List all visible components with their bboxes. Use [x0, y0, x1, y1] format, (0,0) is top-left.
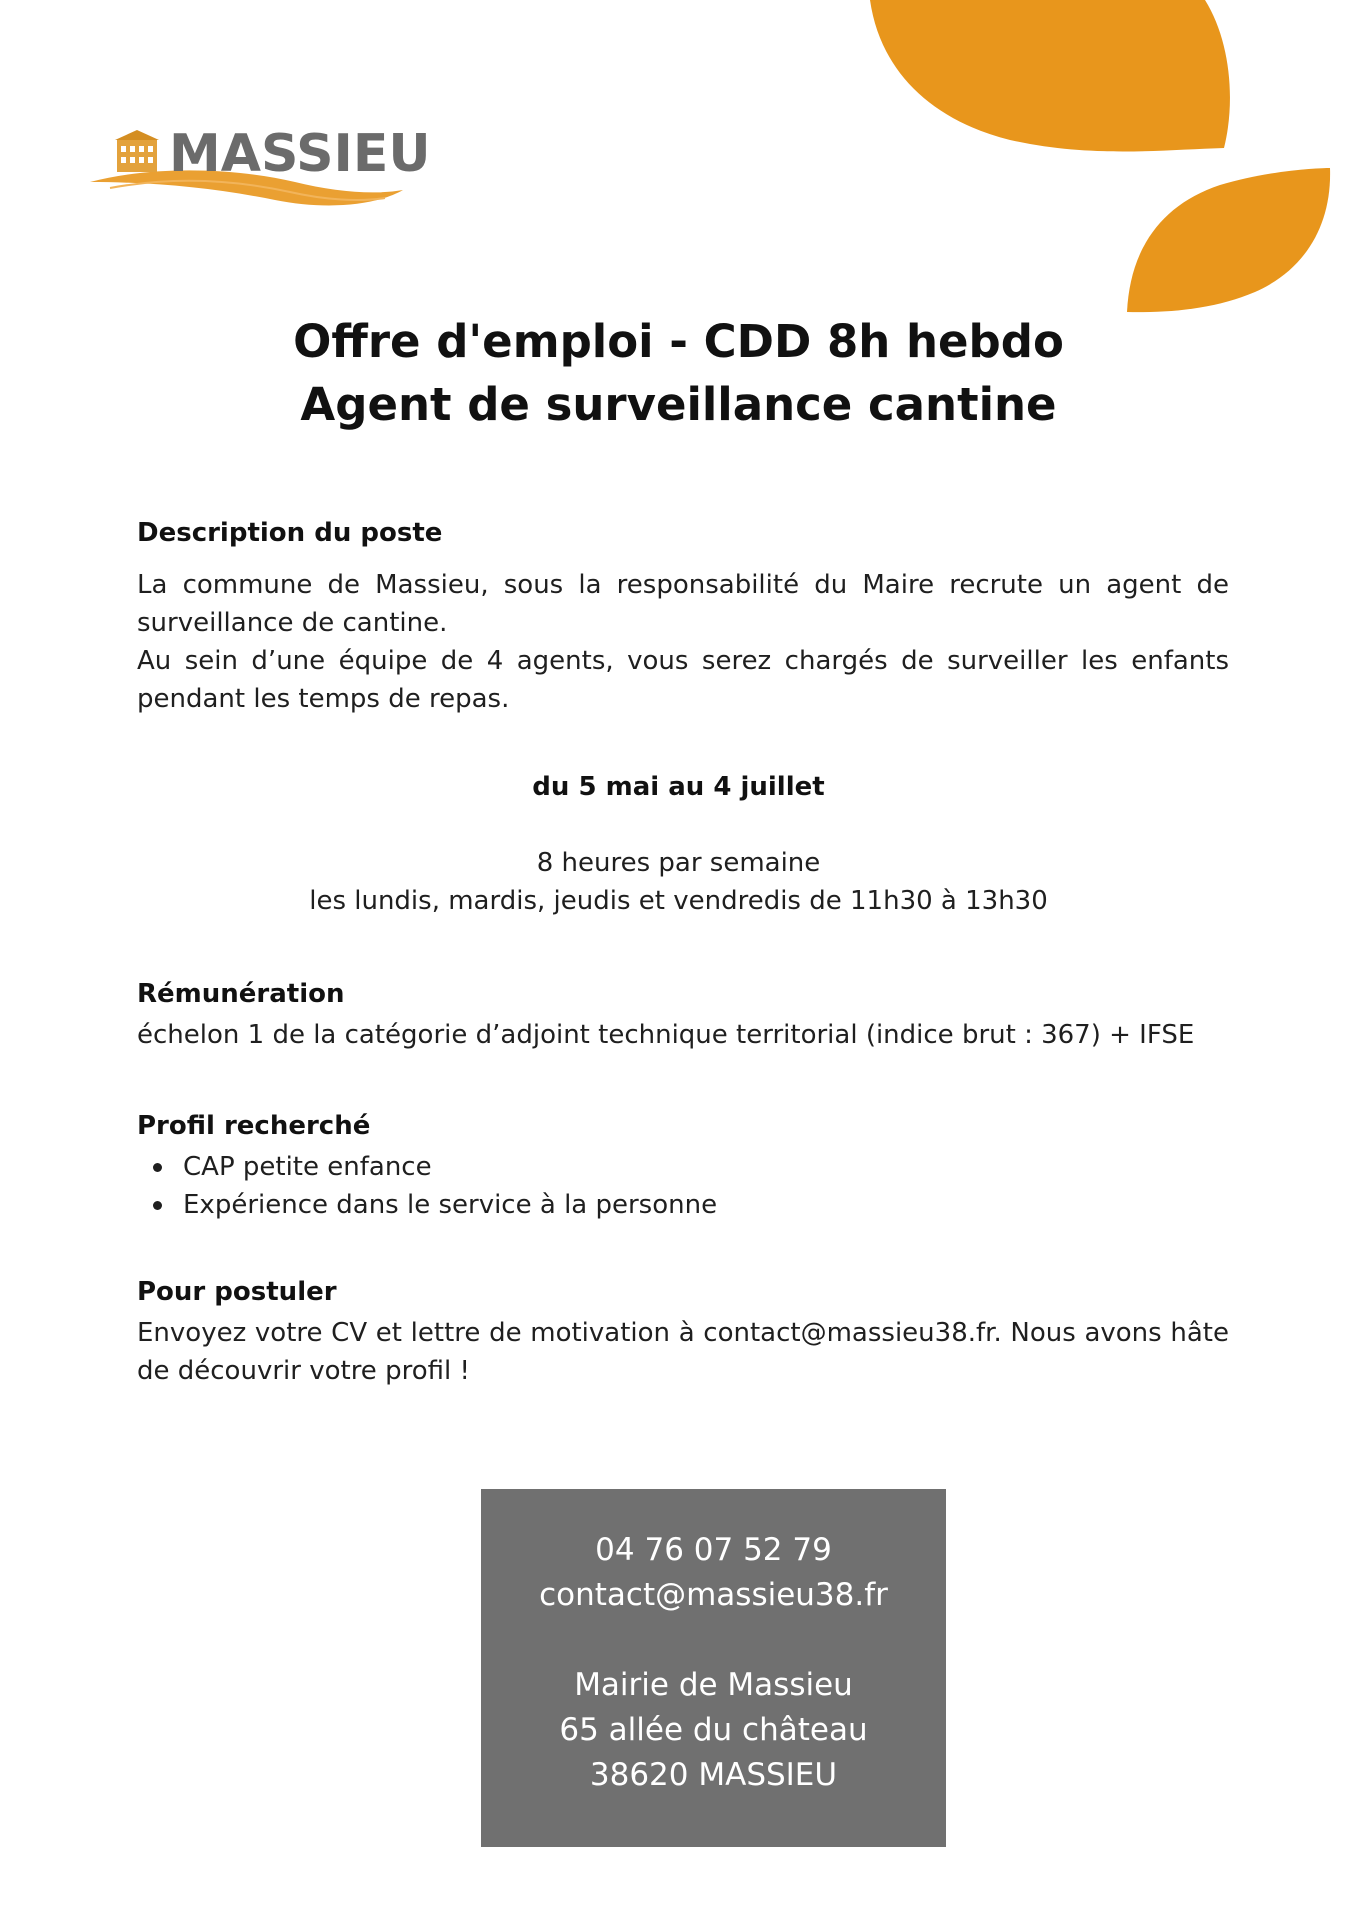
remuneration-text: échelon 1 de la catégorie d’adjoint technique territorial (indice brut : 367) + IFSE [137, 1020, 1195, 1050]
contact-email: contact@massieu38.fr [539, 1577, 888, 1613]
profile-list-item [137, 1148, 717, 1186]
contact-street: 65 allée du château [559, 1712, 868, 1748]
title-line-2: Agent de surveillance cantine [300, 378, 1057, 431]
remuneration-heading: Rémunération [137, 979, 345, 1009]
description-heading: Description du poste [137, 518, 443, 548]
title-line-1: Offre d'emploi - CDD 8h hebdo [293, 315, 1064, 368]
description-paragraph-2: Au sein d’une équipe de 4 agents, vous serez chargés de surveiller les enfants pendant les temps de repas. [137, 646, 1229, 714]
bullet-icon [153, 1201, 162, 1210]
bullet-icon [153, 1163, 162, 1172]
profile-item-label: Expérience dans le service à la personne [183, 1190, 718, 1220]
apply-text: Envoyez votre CV et lettre de motivation à contact@massieu38.fr. Nous avons hâte de découvrir votre profil ! [137, 1318, 1229, 1386]
logo-text: MASSIEU [169, 124, 431, 184]
profile-item-label: CAP petite enfance [183, 1152, 432, 1182]
massieu-logo [85, 120, 431, 220]
contact-organization: Mairie de Massieu [574, 1667, 853, 1703]
profile-heading: Profil recherché [137, 1111, 371, 1141]
profile-list-item [137, 1186, 717, 1224]
contact-city: 38620 MASSIEU [589, 1757, 838, 1793]
contact-phone: 04 76 07 52 79 [595, 1532, 832, 1568]
page-title [0, 310, 1357, 436]
orange-leaf-small [1127, 168, 1330, 312]
schedule-hours: 8 heures par semaine [536, 848, 821, 878]
profile-list [137, 1148, 717, 1224]
schedule-days: les lundis, mardis, jeudis et vendredis de 11h30 à 13h30 [309, 886, 1048, 916]
contact-box [481, 1489, 946, 1847]
apply-heading: Pour postuler [137, 1277, 337, 1307]
description-paragraph-1: La commune de Massieu, sous la responsabilité du Maire recrute un agent de surveillance de cantine. [137, 570, 1229, 638]
schedule-dates: du 5 mai au 4 juillet [532, 772, 825, 802]
orange-leaf-large [870, 0, 1230, 152]
town-hall-building-icon [115, 130, 159, 172]
